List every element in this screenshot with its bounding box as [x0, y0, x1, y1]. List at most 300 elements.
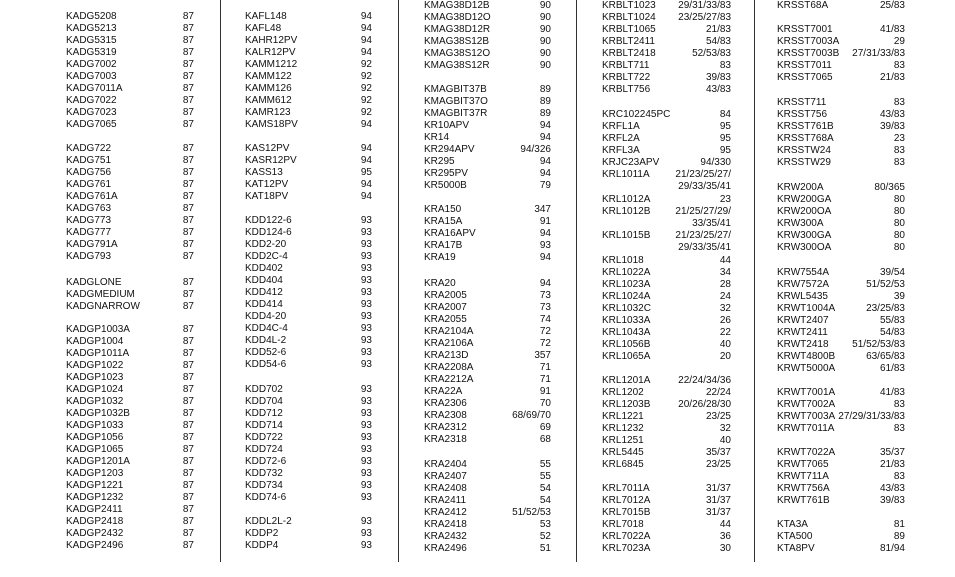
index-entry: [602, 531, 731, 543]
index-entry: [424, 314, 551, 326]
index-entry: [602, 206, 731, 218]
index-entry: [777, 145, 905, 157]
part-code: KRA2408: [424, 483, 467, 494]
page-reference: 72: [539, 326, 551, 337]
index-column-4: [602, 0, 731, 577]
page-reference: 22/24: [705, 387, 731, 398]
index-entry: [424, 326, 551, 338]
page-reference: 39/83: [705, 72, 731, 83]
page-reference: 22/24/34/36: [678, 375, 731, 386]
index-entry: [245, 287, 372, 299]
index-entry: [66, 444, 194, 456]
page-reference: 21/83: [879, 72, 905, 83]
part-code: KRSST7001: [777, 24, 833, 35]
index-entry: [602, 279, 731, 291]
part-code: KAMM1212: [245, 59, 298, 70]
part-code: KRFL3A: [602, 145, 640, 156]
index-entry: [66, 167, 194, 179]
index-entry: [777, 303, 905, 315]
page-reference: 31/37: [705, 483, 731, 494]
page-reference: 92: [360, 107, 372, 118]
index-entry: [777, 339, 905, 351]
part-code: KRL1056B: [602, 339, 651, 350]
part-code: KDD4C-4: [245, 323, 288, 334]
part-code: KRL1251: [602, 435, 644, 446]
page-reference: 54: [539, 495, 551, 506]
part-code: KADGP1203: [66, 468, 124, 479]
page-reference: 93: [360, 347, 372, 358]
part-code: KRWT4800B: [777, 351, 836, 362]
page-reference: 87: [182, 480, 194, 491]
page-reference: 94/330: [700, 157, 731, 168]
index-entry: [66, 492, 194, 504]
index-entry: [245, 71, 372, 83]
index-entry: [424, 144, 551, 156]
part-code: KRA2106A: [424, 338, 474, 349]
page-reference: 52: [539, 531, 551, 542]
part-code: KRA2412: [424, 507, 467, 518]
page-reference: 87: [182, 456, 194, 467]
part-code: KRL1024A: [602, 291, 651, 302]
index-entry: [777, 24, 905, 36]
index-entry: [245, 516, 372, 528]
part-code: KRA15A: [424, 216, 463, 227]
part-code: KAFL148: [245, 11, 287, 22]
index-entry: [66, 59, 194, 71]
part-code: KADGP1033: [66, 420, 124, 431]
page-reference: 87: [182, 372, 194, 383]
page-reference: 94: [539, 120, 551, 131]
page-reference: 93: [360, 480, 372, 491]
part-code: KRSSTW24: [777, 145, 831, 156]
part-code: KRWT2411: [777, 327, 828, 338]
index-entry: [245, 239, 372, 251]
page-reference: 80: [893, 230, 905, 241]
part-code: KRSST768A: [777, 133, 834, 144]
part-code: KMAG38S12B: [424, 36, 490, 47]
part-code: KDD732: [245, 468, 283, 479]
index-entry: [602, 133, 731, 145]
page-reference: 93: [360, 396, 372, 407]
index-entry: [245, 191, 372, 203]
part-code: KRA2432: [424, 531, 467, 542]
page-reference: 93: [360, 275, 372, 286]
part-code: KADG793: [66, 251, 112, 262]
page-reference: 29/31/33/83: [678, 0, 731, 11]
index-entry: [424, 374, 551, 386]
part-code: KADGNARROW: [66, 301, 140, 312]
part-code: KADG5208: [66, 11, 117, 22]
page-reference: 93: [360, 263, 372, 274]
index-entry: [66, 191, 194, 203]
index-entry: [245, 251, 372, 263]
part-code: KRFL1A: [602, 121, 640, 132]
index-entry: [245, 540, 372, 552]
index-entry: [66, 324, 194, 336]
index-entry: [777, 531, 905, 543]
index-entry: [602, 507, 731, 519]
index-entry: [245, 420, 372, 432]
index-entry: [424, 204, 551, 216]
part-code: KRA2104A: [424, 326, 474, 337]
index-entry: [777, 97, 905, 109]
index-entry: [66, 83, 194, 95]
index-entry: [777, 242, 905, 254]
part-code: KASR12PV: [245, 155, 297, 166]
page-reference: 89: [539, 96, 551, 107]
part-code: KR294APV: [424, 144, 475, 155]
page-reference: 93: [539, 240, 551, 251]
page-reference: 43/83: [879, 483, 905, 494]
part-code: KRWT1004A: [777, 303, 836, 314]
page-reference: 80: [893, 206, 905, 217]
index-entry: [602, 291, 731, 303]
page-reference: 89: [539, 84, 551, 95]
part-code: KRBLT1065: [602, 24, 656, 35]
part-code: KRL1018: [602, 255, 644, 266]
page-reference: 68/69/70: [512, 410, 551, 421]
page-reference: 87: [182, 420, 194, 431]
index-entry: [777, 315, 905, 327]
part-code: KRWT761B: [777, 495, 830, 506]
page-reference: 83: [893, 471, 905, 482]
index-entry: [66, 71, 194, 83]
part-code: KRL7023A: [602, 543, 651, 554]
index-entry: [777, 72, 905, 84]
index-entry: [424, 278, 551, 290]
index-entry: [777, 495, 905, 507]
page-reference: 90: [539, 24, 551, 35]
part-code: KRBLT1024: [602, 12, 656, 23]
index-entry: [777, 471, 905, 483]
column-divider: [576, 0, 577, 562]
index-entry: [424, 120, 551, 132]
index-entry: [424, 216, 551, 228]
part-code: KRBLT756: [602, 84, 651, 95]
index-entry: [777, 60, 905, 72]
index-entry: [66, 179, 194, 191]
index-entry: [66, 289, 194, 301]
part-code: KRA2055: [424, 314, 467, 325]
page-reference: 55: [539, 459, 551, 470]
part-code: KDD724: [245, 444, 283, 455]
page-reference: 51/52/53/83: [852, 339, 905, 350]
part-code: KADG773: [66, 215, 112, 226]
index-entry: [245, 179, 372, 191]
page-reference: 93: [360, 323, 372, 334]
page-reference: 31/37: [705, 495, 731, 506]
page-reference: 91: [539, 216, 551, 227]
index-entry: [245, 143, 372, 155]
page-reference: 92: [360, 71, 372, 82]
page-reference: 54/83: [705, 36, 731, 47]
index-entry: [424, 108, 551, 120]
part-code: KDD412: [245, 287, 283, 298]
page-reference: 23/25/27/83: [678, 12, 731, 23]
part-code: KDD72-6: [245, 456, 287, 467]
page-reference: 93: [360, 516, 372, 527]
index-entry: [777, 36, 905, 48]
part-code: KADGP2418: [66, 516, 124, 527]
part-code: KAMM122: [245, 71, 292, 82]
page-reference: 89: [539, 108, 551, 119]
part-code: KAMM612: [245, 95, 292, 106]
part-code: KRL7015B: [602, 507, 651, 518]
page-reference: 71: [539, 362, 551, 373]
part-code: KADGLONE: [66, 277, 122, 288]
page-reference: 83: [719, 60, 731, 71]
index-entry: [424, 410, 551, 422]
part-code: KADGP1056: [66, 432, 124, 443]
index-column-5: [777, 0, 905, 577]
page-reference: 94: [539, 156, 551, 167]
part-code: KRL1015B: [602, 230, 651, 241]
index-entry: [245, 432, 372, 444]
part-code: KDD52-6: [245, 347, 287, 358]
page-reference: 74: [539, 314, 551, 325]
index-entry: [602, 387, 731, 399]
part-code: KDD2-20: [245, 239, 287, 250]
part-code: KDD54-6: [245, 359, 287, 370]
index-entry: [602, 399, 731, 411]
part-code: KRL1012B: [602, 206, 651, 217]
page-reference: 41/83: [879, 24, 905, 35]
page-reference: 94: [360, 11, 372, 22]
page-reference: 61/83: [879, 363, 905, 374]
index-entry: [777, 543, 905, 555]
part-code: KRA22A: [424, 386, 463, 397]
index-entry: [602, 423, 731, 435]
page-reference: 54/83: [879, 327, 905, 338]
part-code: KRL1022A: [602, 267, 651, 278]
part-code: KMAG38D12O: [424, 12, 491, 23]
part-code: KDD704: [245, 396, 283, 407]
part-code: KADGP1201A: [66, 456, 130, 467]
part-code: KADG7011A: [66, 83, 123, 94]
index-entry: [602, 12, 731, 24]
part-code: KRW200OA: [777, 206, 832, 217]
page-reference: 87: [182, 179, 194, 190]
index-entry: [777, 411, 905, 423]
part-code: KADG5315: [66, 35, 117, 46]
page-reference: 44: [719, 255, 731, 266]
index-entry: [777, 351, 905, 363]
index-entry: [602, 447, 731, 459]
part-code: KRA2005: [424, 290, 467, 301]
index-entry: [424, 228, 551, 240]
page-reference: 87: [182, 107, 194, 118]
page-reference: 91: [539, 386, 551, 397]
page-reference: 87: [182, 35, 194, 46]
index-entry: [602, 24, 731, 36]
page-reference: 93: [360, 408, 372, 419]
page-reference: 22: [719, 327, 731, 338]
index-entry: [602, 84, 731, 96]
part-code: KADGP1022: [66, 360, 124, 371]
index-entry: [66, 432, 194, 444]
part-code: KRWT5000A: [777, 363, 836, 374]
index-entry: [777, 519, 905, 531]
part-code: KRL1032C: [602, 303, 651, 314]
index-entry: [245, 299, 372, 311]
part-code: KADG761: [66, 179, 112, 190]
page-reference: 44: [719, 519, 731, 530]
index-entry: [66, 143, 194, 155]
index-entry: [424, 338, 551, 350]
page-reference: 72: [539, 338, 551, 349]
index-entry: [66, 528, 194, 540]
part-code: KRA2208A: [424, 362, 474, 373]
index-entry: [777, 483, 905, 495]
page-reference: 73: [539, 302, 551, 313]
part-code: KAMM126: [245, 83, 292, 94]
part-code: KRL1232: [602, 423, 644, 434]
page-reference: 95: [719, 121, 731, 132]
part-code: KRSST7003B: [777, 48, 840, 59]
part-code: KRWT711A: [777, 471, 829, 482]
part-code: KRA2308: [424, 410, 467, 421]
part-code: KMAGBIT37O: [424, 96, 488, 107]
page-reference: 83: [893, 145, 905, 156]
part-code: KRL1202: [602, 387, 644, 398]
page-reference: 87: [182, 432, 194, 443]
part-code: KRWL5435: [777, 291, 828, 302]
index-entry: [602, 543, 731, 555]
index-entry: [245, 167, 372, 179]
index-entry: [777, 327, 905, 339]
page-reference: 94: [360, 47, 372, 58]
index-entry: [245, 384, 372, 396]
page-reference: 29/33/35/41: [678, 242, 731, 253]
index-entry: [602, 169, 731, 181]
page-reference: 93: [360, 215, 372, 226]
page-reference: 92: [360, 59, 372, 70]
part-code: KRBLT1023: [602, 0, 656, 11]
index-entry: [66, 516, 194, 528]
part-code: KAS12PV: [245, 143, 290, 154]
page-reference: 39/83: [879, 121, 905, 132]
part-code: KADGP2432: [66, 528, 124, 539]
index-entry: [245, 480, 372, 492]
page-reference: 87: [182, 227, 194, 238]
part-code: KRL7022A: [602, 531, 651, 542]
page-reference: 93: [360, 227, 372, 238]
part-code: KDD2C-4: [245, 251, 288, 262]
page-reference: 51/52/53: [866, 279, 905, 290]
part-code: KRL1221: [602, 411, 644, 422]
index-entry: [777, 0, 905, 12]
index-entry: [66, 155, 194, 167]
part-code: KADGP1004: [66, 336, 124, 347]
index-entry: [777, 157, 905, 169]
index-entry: [424, 96, 551, 108]
index-entry: [424, 543, 551, 555]
part-code: KADG7003: [66, 71, 117, 82]
part-code: KRWT7001A: [777, 387, 836, 398]
index-entry: [424, 252, 551, 264]
page-reference: 41/83: [879, 387, 905, 398]
page-reference: 34: [719, 267, 731, 278]
index-entry: [424, 386, 551, 398]
index-column-1: [66, 0, 194, 577]
index-entry: [66, 360, 194, 372]
index-entry: [602, 411, 731, 423]
index-entry: [66, 239, 194, 251]
index-entry: [66, 348, 194, 360]
part-code: KRWT756A: [777, 483, 830, 494]
page-reference: 36: [719, 531, 731, 542]
page-reference: 87: [182, 492, 194, 503]
page-reference: 93: [360, 239, 372, 250]
page-reference: 83: [893, 399, 905, 410]
index-entry: [245, 215, 372, 227]
part-code: KRL1011A: [602, 169, 650, 180]
part-code: KDDP4: [245, 540, 279, 551]
page-reference: 32: [719, 303, 731, 314]
page-reference: 43/83: [879, 109, 905, 120]
part-code: KRL7011A: [602, 483, 650, 494]
page-reference: 26: [719, 315, 731, 326]
page-reference: 83: [893, 157, 905, 168]
page-reference: 90: [539, 0, 551, 11]
index-entry: [602, 375, 731, 387]
page-reference: 87: [182, 155, 194, 166]
part-code: KRW7554A: [777, 267, 830, 278]
part-code: KADGP1003A: [66, 324, 130, 335]
part-code: KDD4L-2: [245, 335, 287, 346]
page-reference: 80: [893, 242, 905, 253]
page-reference: 35/37: [879, 447, 905, 458]
page-reference: 40: [719, 339, 731, 350]
page-reference: 93: [360, 468, 372, 479]
page-reference: 73: [539, 290, 551, 301]
page-reference: 87: [182, 408, 194, 419]
page-reference: 23: [893, 133, 905, 144]
part-code: KTA500: [777, 531, 813, 542]
index-entry: [777, 218, 905, 230]
page-reference: 33/35/41: [692, 218, 731, 229]
index-entry: [245, 155, 372, 167]
part-code: KRSST68A: [777, 0, 829, 11]
page-reference: 23/25/83: [866, 303, 905, 314]
index-entry: [245, 95, 372, 107]
part-code: KADG763: [66, 203, 112, 214]
index-entry: [602, 0, 731, 12]
part-code: KR14: [424, 132, 450, 143]
page-reference: 87: [182, 11, 194, 22]
index-entry: [245, 456, 372, 468]
part-code: KRC102245PC: [602, 109, 671, 120]
index-entry: [602, 109, 731, 121]
index-entry: [602, 483, 731, 495]
part-code: KMAG38S12R: [424, 60, 490, 71]
page-reference: 84: [719, 109, 731, 120]
part-code: KDD712: [245, 408, 283, 419]
page-reference: 94: [539, 252, 551, 263]
page-reference: 83: [893, 423, 905, 434]
part-code: KRWT7011A: [777, 423, 835, 434]
index-entry: [245, 11, 372, 23]
page-reference: 51: [539, 543, 551, 554]
part-code: KRW300OA: [777, 242, 832, 253]
page-reference: 71: [539, 374, 551, 385]
index-entry: [602, 339, 731, 351]
index-entry: [777, 279, 905, 291]
index-entry: [602, 60, 731, 72]
part-code: KRW200GA: [777, 194, 832, 205]
index-entry: [424, 24, 551, 36]
index-entry: [424, 434, 551, 446]
